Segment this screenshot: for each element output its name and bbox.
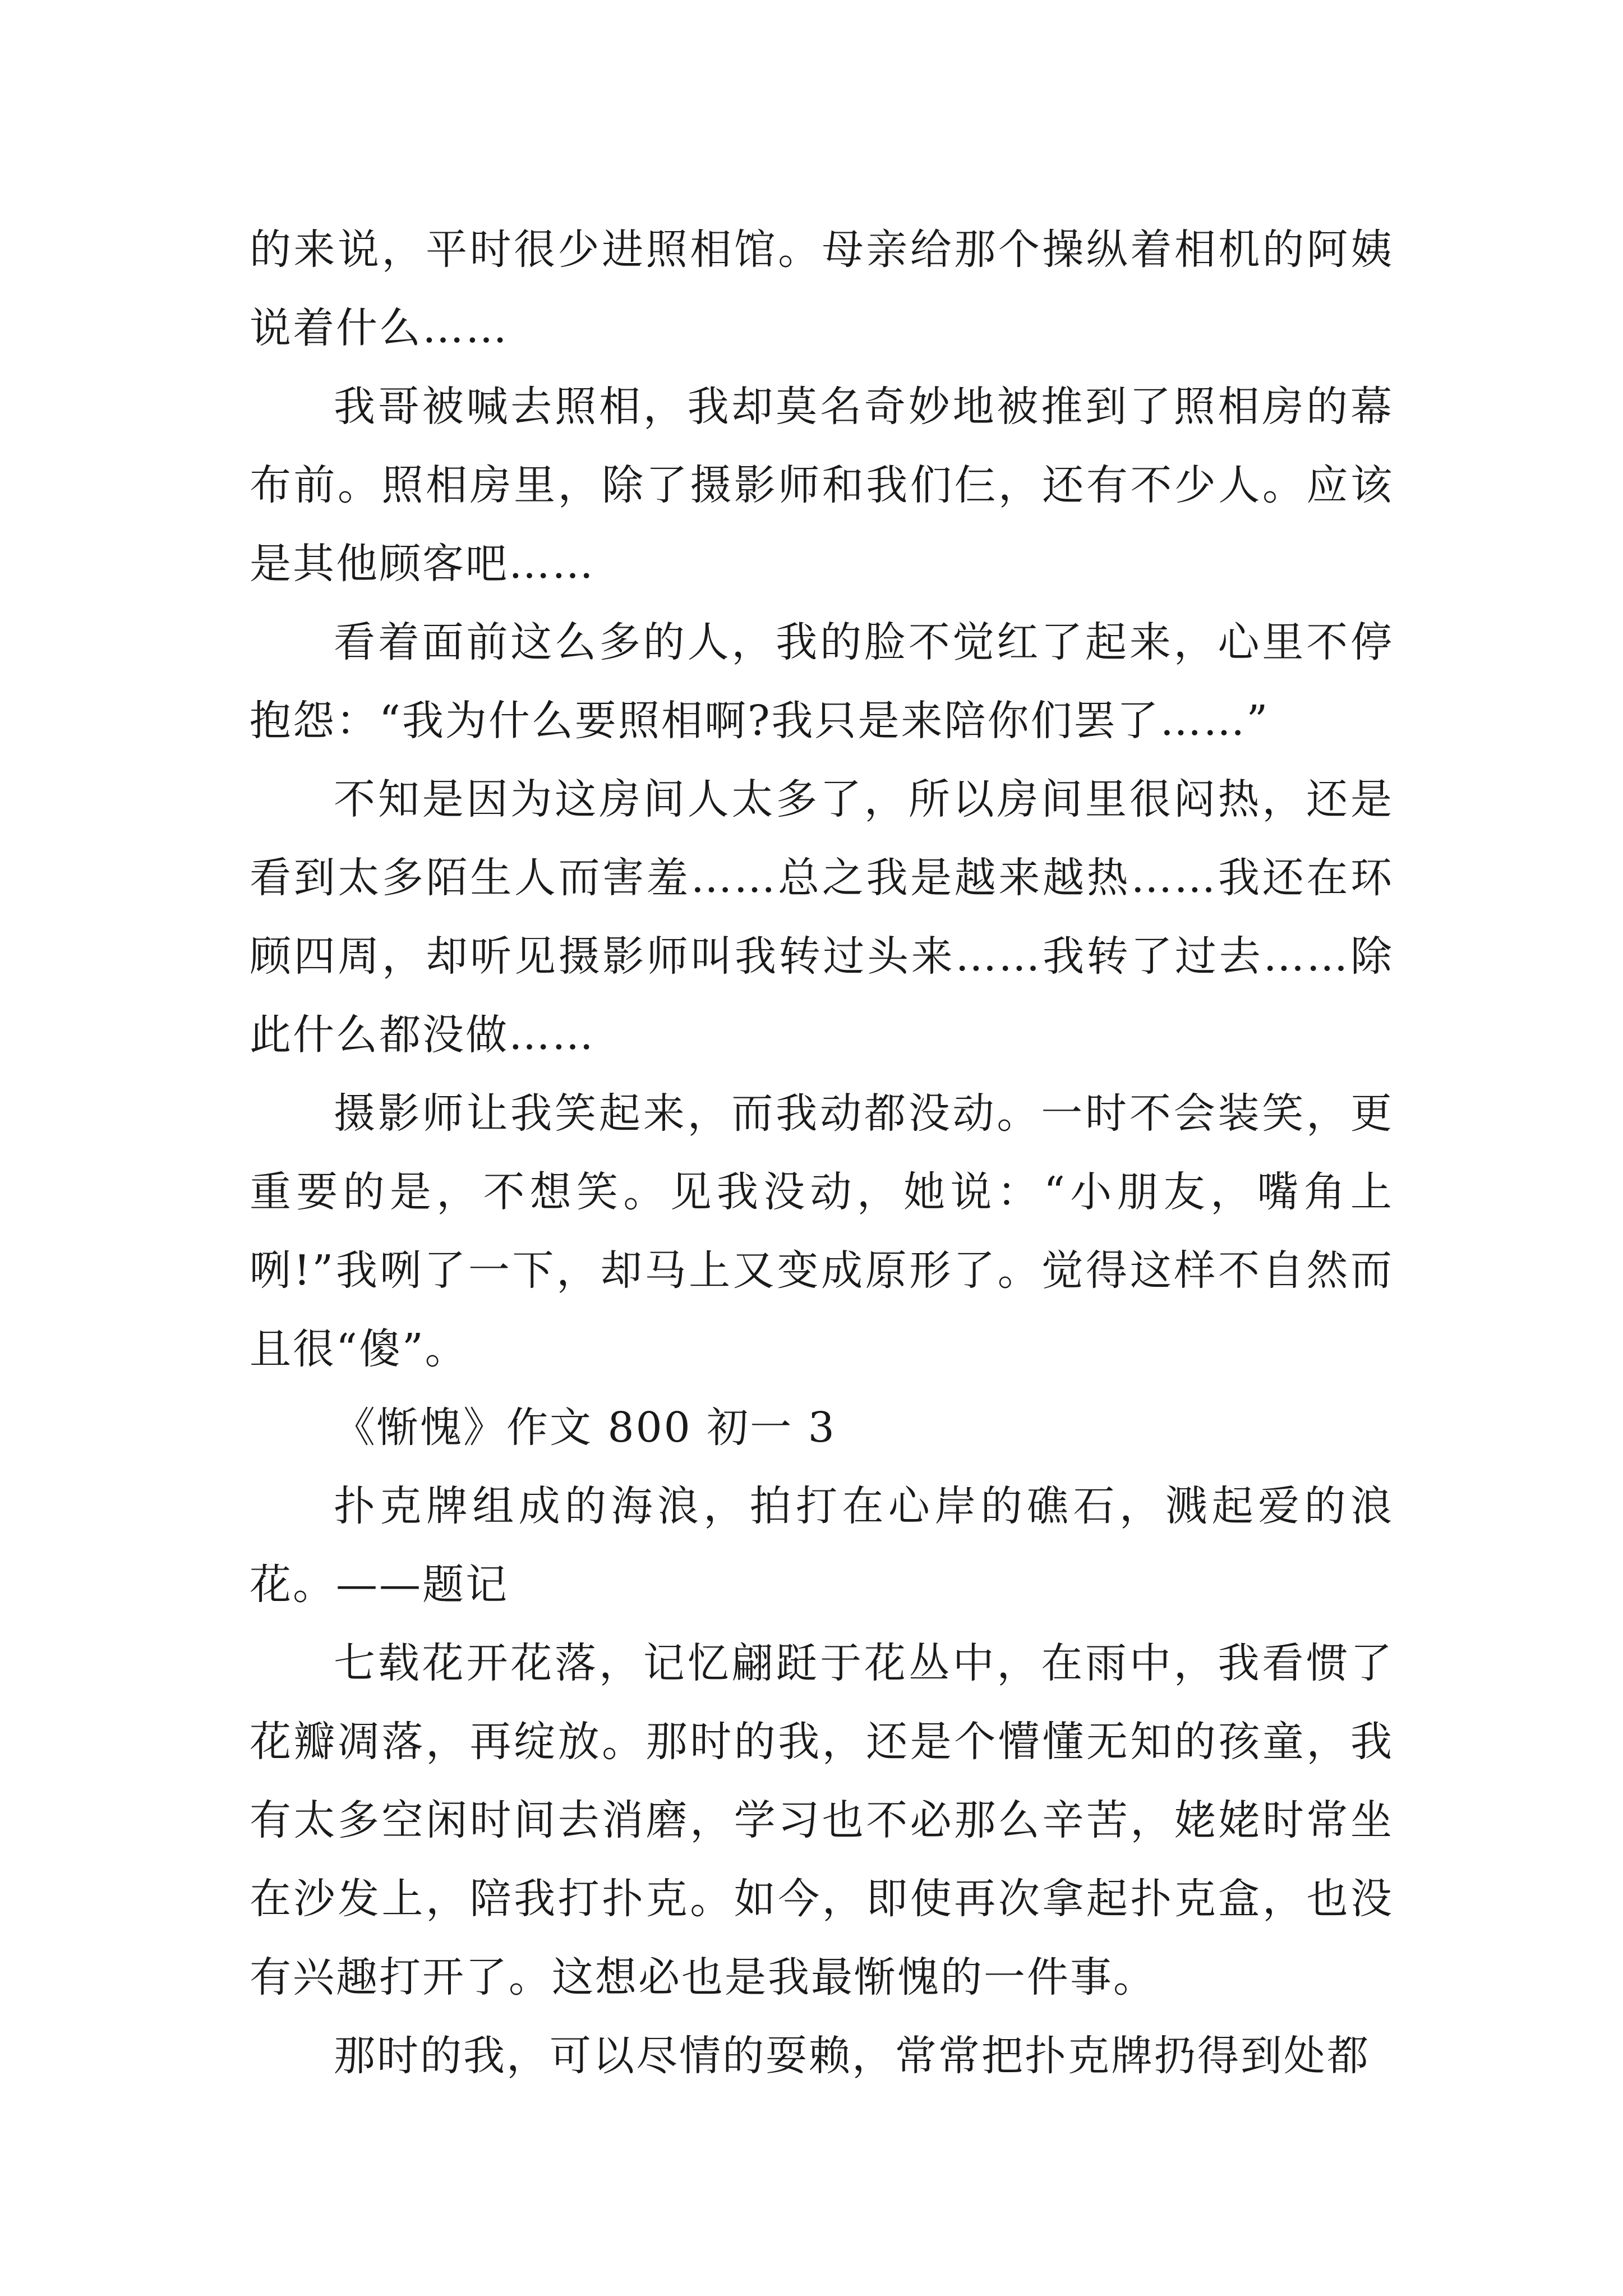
- paragraph-7: 那时的我，可以尽情的耍赖，常常把扑克牌扔得到处都: [334, 2032, 1370, 2080]
- paragraph-4: 不知是因为这房间人太多了，所以房间里很闷热，还是看到太多陌生人而害羞……总之我是越来越热……我还在环顾四周，却听见摄影师叫我转过头来……我转了过去……除此什么都没做……: [250, 775, 1394, 1059]
- paragraph-2: 我哥被喊去照相，我却莫名奇妙地被推到了照相房的幕布前。照相房里，除了摄影师和我们仨，还有不少人。应该是其他顾客吧……: [250, 383, 1394, 588]
- essay-title: 《惭愧》作文 800 初一 3: [334, 1404, 836, 1452]
- paragraph-5: 摄影师让我笑起来，而我动都没动。一时不会装笑，更重要的是，不想笑。见我没动，她说：“小朋友，嘴角上咧!”我咧了一下，却马上又变成原形了。觉得这样不自然而且很“傻”。: [250, 1089, 1394, 1373]
- paragraph-6: 七载花开花落，记忆翩跹于花丛中，在雨中，我看惯了花瓣凋落，再绽放。那时的我，还是个懵懂无知的孩童，我有太多空闲时间去消磨，学习也不必那么辛苦，姥姥时常坐在沙发上，陪我打扑克。如今，即使再次拿起扑克盒，也没有兴趣打开了。这想必也是我最惭愧的一件事。: [250, 1639, 1394, 2001]
- epigraph: 扑克牌组成的海浪，拍打在心岸的礁石，溅起爱的浪花。——题记: [250, 1482, 1394, 1609]
- paragraph-3: 看着面前这么多的人，我的脸不觉红了起来，心里不停抱怨：“我为什么要照相啊?我只是来陪你们罢了……”: [250, 618, 1394, 745]
- document-body: [250, 210, 1394, 2095]
- paragraph-1: 的来说，平时很少进照相馆。母亲给那个操纵着相机的阿姨说着什么……: [250, 226, 1394, 352]
